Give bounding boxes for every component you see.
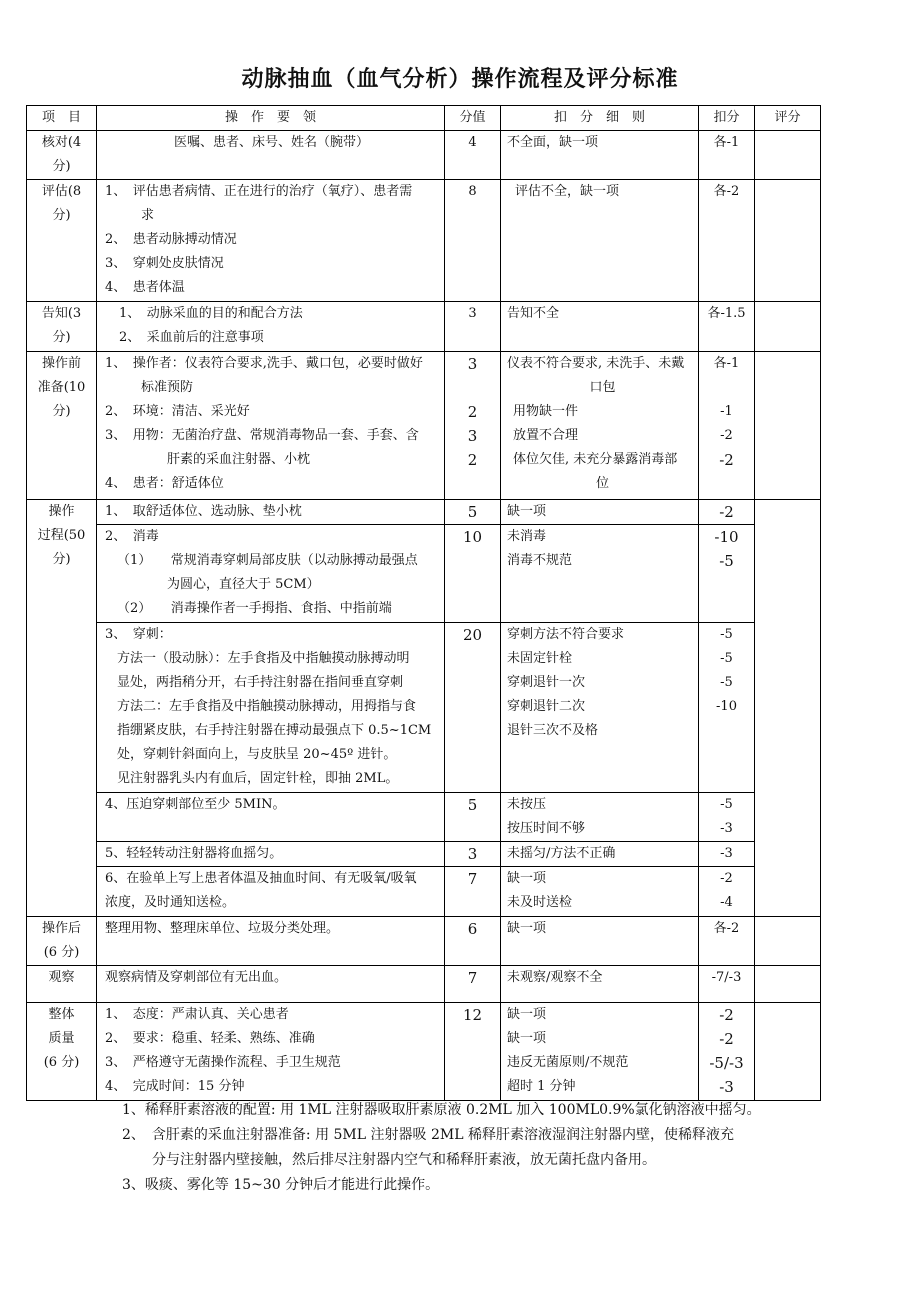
header-item: 项 目 <box>27 106 97 131</box>
header-deduction: 扣分 <box>699 106 755 131</box>
scoring-table <box>26 105 821 1101</box>
table-row-overall-quality <box>27 1003 821 1101</box>
operation-cell: 1、 态度：严肃认真、关心患者 2、 要求：稳重、轻柔、熟练、准确 3、 严格遵守无菌操作流程、手卫生规范 4、 完成时间：15 分钟 <box>97 1003 445 1101</box>
deduct-cell: 各-1.5 <box>699 302 755 352</box>
category-cell: 操作后 (6 分) <box>27 917 97 966</box>
category-cell: 观察 <box>27 966 97 1003</box>
operation-cell: 1、 操作者：仪表符合要求,洗手、戴口包，必要时做好 标准预防 2、 环境：清洁、采光好 3、 用物：无菌治疗盘、常规消毒物品一套、手套、含 肝素的采血注射器、小枕 4、 患者：舒适体位 <box>97 352 445 500</box>
footnote-3: 3、吸痰、雾化等 15~30 分钟后才能进行此操作。 <box>122 1177 440 1193</box>
table-row-process-3 <box>27 623 821 793</box>
operation-cell: 观察病情及穿刺部位有无出血。 <box>97 966 445 1003</box>
category-cell: 整体 质量 (6 分) <box>27 1003 97 1101</box>
rating-cell[interactable] <box>755 966 821 1003</box>
deduct-cell: -3 <box>699 842 755 867</box>
table-row-process-1 <box>27 500 821 525</box>
footnote-1: 1、稀释肝素溶液的配置: 用 1ML 注射器吸取肝素原液 0.2ML 加入 100ML0.9%氯化钠溶液中摇匀。 <box>122 1102 761 1118</box>
score-cell: 3 <box>445 302 501 352</box>
table-row-assess <box>27 180 821 302</box>
score-cell: 7 <box>445 867 501 917</box>
category-cell: 操作前 准备(10 分) <box>27 352 97 500</box>
deduct-cell: -2 -4 <box>699 867 755 917</box>
deduct-cell: -10 -5 <box>699 525 755 623</box>
score-cell: 8 <box>445 180 501 302</box>
operation-cell: 医嘱、患者、床号、姓名（腕带） <box>97 131 445 180</box>
score-cell: 5 <box>445 500 501 525</box>
category-cell: 核对(4 分) <box>27 131 97 180</box>
rating-cell[interactable] <box>755 352 821 500</box>
rating-cell[interactable] <box>755 500 821 917</box>
operation-cell: 1、 评估患者病情、正在进行的治疗（氧疗）、患者需 求 2、 患者动脉搏动情况 3、 穿刺处皮肤情况 4、 患者体温 <box>97 180 445 302</box>
table-row-process-6 <box>27 867 821 917</box>
detail-cell: 缺一项 <box>501 917 699 966</box>
operation-cell: 3、 穿刺： 方法一（股动脉）：左手食指及中指触摸动脉搏动明 显处，两指稍分开，右手持注射器在指间垂直穿刺 方法二：左手食指及中指触摸动脉搏动，用拇指与食 指绷紧皮肤，右手持注射器在搏动最强点下 0.5~1CM 处，穿刺针斜面向上，与皮肤呈 20~45º 进针。 见注射器乳头内有血后，固定针栓，即抽 2ML。 <box>97 623 445 793</box>
footnotes <box>100 1098 920 1198</box>
operation-cell: 6、在验单上写上患者体温及抽血时间、有无吸氧/吸氧 浓度，及时通知送检。 <box>97 867 445 917</box>
table-row-process-5 <box>27 842 821 867</box>
operation-cell: 5、轻轻转动注射器将血摇匀。 <box>97 842 445 867</box>
score-cell: 20 <box>445 623 501 793</box>
score-cell: 3 2 3 2 <box>445 352 501 500</box>
score-cell: 6 <box>445 917 501 966</box>
rating-cell[interactable] <box>755 131 821 180</box>
detail-cell: 仪表不符合要求, 未洗手、未戴 口包 用物缺一件 放置不合理 体位欠佳, 未充分暴露消毒部 位 <box>501 352 699 500</box>
page-title: 动脉抽血（血气分析）操作流程及评分标准 <box>241 67 679 92</box>
table-row-inform <box>27 302 821 352</box>
score-cell: 10 <box>445 525 501 623</box>
deduct-cell: -2 -2 -5/-3 -3 <box>699 1003 755 1101</box>
detail-cell: 缺一项 缺一项 违反无菌原则/不规范 超时 1 分钟 <box>501 1003 699 1101</box>
footnote-2: 2、 含肝素的采血注射器准备: 用 5ML 注射器吸 2ML 稀释肝素溶液湿润注射器内壁，使稀释液充 <box>122 1127 734 1143</box>
detail-cell: 评估不全，缺一项 <box>501 180 699 302</box>
detail-cell: 未消毒 消毒不规范 <box>501 525 699 623</box>
category-cell: 告知(3 分) <box>27 302 97 352</box>
category-cell: 评估(8 分) <box>27 180 97 302</box>
score-cell: 5 <box>445 793 501 842</box>
score-cell: 12 <box>445 1003 501 1101</box>
detail-cell: 未观察/观察不全 <box>501 966 699 1003</box>
deduct-cell: -5 -5 -5 -10 <box>699 623 755 793</box>
detail-cell: 告知不全 <box>501 302 699 352</box>
operation-cell: 4、压迫穿刺部位至少 5MIN。 <box>97 793 445 842</box>
operation-cell: 2、 消毒 （1） 常规消毒穿刺局部皮肤（以动脉搏动最强点 为圆心，直径大于 5CM） （2） 消毒操作者一手拇指、食指、中指前端 <box>97 525 445 623</box>
deduct-cell: -5 -3 <box>699 793 755 842</box>
deduct-cell: 各-2 <box>699 917 755 966</box>
category-cell: 操作 过程(50 分) <box>27 500 97 917</box>
header-score: 分值 <box>445 106 501 131</box>
detail-cell: 缺一项 未及时送检 <box>501 867 699 917</box>
detail-cell: 不全面，缺一项 <box>501 131 699 180</box>
table-row-observation <box>27 966 821 1003</box>
detail-cell: 未摇匀/方法不正确 <box>501 842 699 867</box>
score-cell: 7 <box>445 966 501 1003</box>
detail-cell: 穿刺方法不符合要求 未固定针栓 穿刺退针一次 穿刺退针二次 退针三次不及格 <box>501 623 699 793</box>
table-row-after-operation <box>27 917 821 966</box>
header-operation: 操 作 要 领 <box>97 106 445 131</box>
rating-cell[interactable] <box>755 302 821 352</box>
deduct-cell: 各-1 <box>699 131 755 180</box>
table-row-verify <box>27 131 821 180</box>
rating-cell[interactable] <box>755 917 821 966</box>
footnote-2-cont: 分与注射器内壁接触，然后排尽注射器内空气和稀释肝素液，放无菌托盘内备用。 <box>152 1152 656 1168</box>
deduct-cell: -7/-3 <box>699 966 755 1003</box>
rating-cell[interactable] <box>755 180 821 302</box>
detail-cell: 未按压 按压时间不够 <box>501 793 699 842</box>
operation-cell: 整理用物、整理床单位、垃圾分类处理。 <box>97 917 445 966</box>
deduct-cell: 各-1 -1 -2 -2 <box>699 352 755 500</box>
detail-cell: 缺一项 <box>501 500 699 525</box>
deduct-cell: 各-2 <box>699 180 755 302</box>
deduct-cell: -2 <box>699 500 755 525</box>
operation-cell: 1、 取舒适体位、选动脉、垫小枕 <box>97 500 445 525</box>
score-cell: 4 <box>445 131 501 180</box>
operation-cell: 1、 动脉采血的目的和配合方法 2、 采血前后的注意事项 <box>97 302 445 352</box>
rating-cell[interactable] <box>755 1003 821 1101</box>
table-row-process-4 <box>27 793 821 842</box>
table-row-preparation <box>27 352 821 500</box>
header-rating: 评分 <box>755 106 821 131</box>
table-row-process-2 <box>27 525 821 623</box>
header-deduction-rules: 扣 分 细 则 <box>501 106 699 131</box>
score-cell: 3 <box>445 842 501 867</box>
table-header-row <box>27 106 821 131</box>
